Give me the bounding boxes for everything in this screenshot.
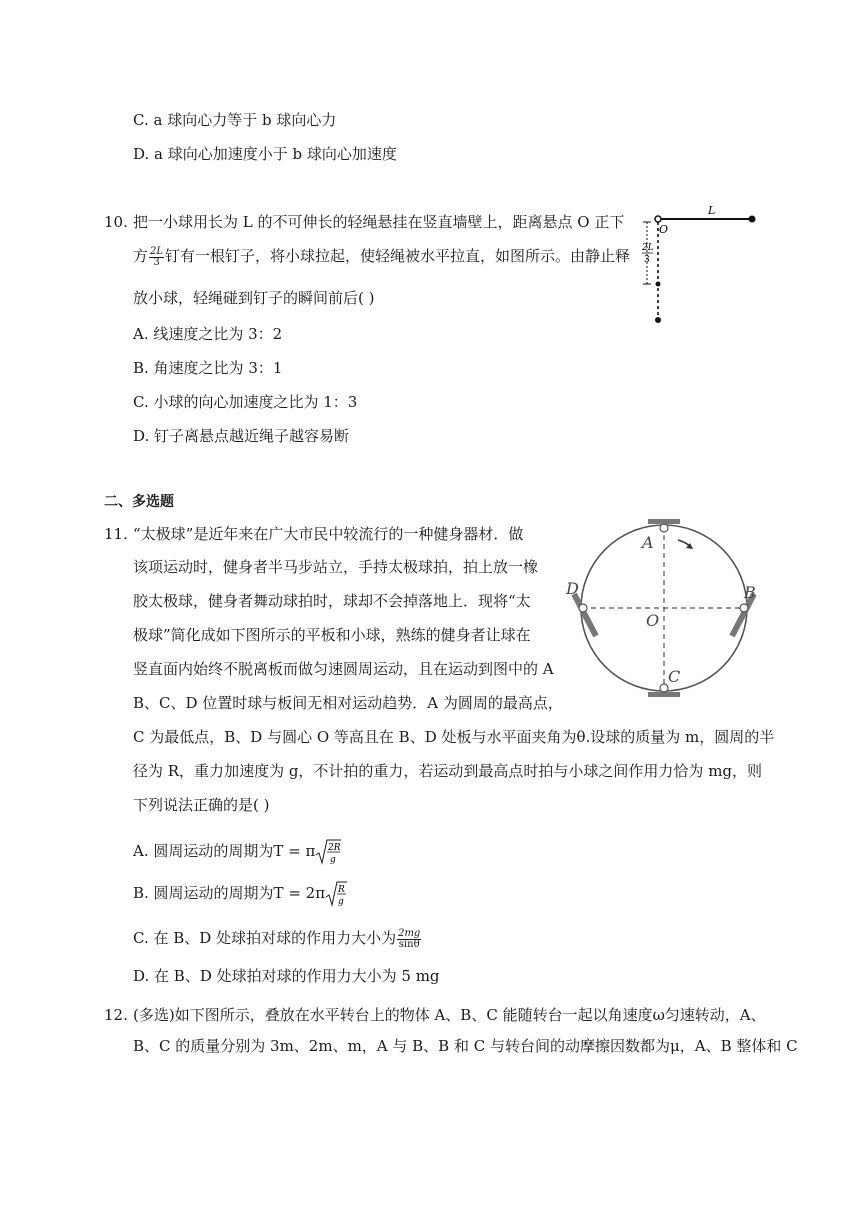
q11-stem-line9: 下列说法正确的是( ) xyxy=(133,796,270,814)
q11-stem-line8: 径为 R，重力加速度为 g，不计拍的重力，若运动到最高点时拍与小球之间作用力恰为 mg，则 xyxy=(133,762,763,780)
q10-option-a: A. 线速度之比为 3：2 xyxy=(133,325,283,343)
svg-text:g: g xyxy=(330,855,337,865)
q10-stem-line2: 方 $\frac{2L}{3}$ 钉有一根钉子，将小球拉起，使轻绳被水平拉直，如图所示。由静止释 xyxy=(133,245,631,268)
q11-circle-figure xyxy=(562,516,770,700)
fig-label-o: O xyxy=(659,223,669,236)
svg-text:2R: 2R xyxy=(328,843,341,853)
svg-text:g: g xyxy=(338,897,344,907)
q11-stem-line7: C 为最低点，B、D 与圆心 O 等高且在 B、D 处板与水平面夹角为θ.设球的质量为 m，圆周的半 xyxy=(133,728,775,746)
q11-stem-line4: 极球”简化成如下图所示的平板和小球，熟练的健身者让球在 xyxy=(133,626,531,644)
q11-option-d: D. 在 B、D 处球拍对球的作用力大小为 5 mg xyxy=(133,967,440,985)
q10-stem-line1: 把一小球用长为 L 的不可伸长的轻绳悬挂在竖直墙壁上，距离悬点 O 正下 xyxy=(133,213,625,231)
q12-stem-line2: B、C 的质量分别为 3m、2m、m，A 与 B、B 和 C 与转台间的动摩擦因数都为μ，A、B 整体和 C xyxy=(133,1037,798,1055)
q11-stem-line6: B、C、D 位置时球与板间无相对运动趋势．A 为圆周的最高点， xyxy=(133,694,563,712)
q10-option-c: C. 小球的向心加速度之比为 1：3 xyxy=(133,393,358,411)
q10-stem-line3: 放小球，轻绳碰到钉子的瞬间前后( ) xyxy=(133,289,375,307)
q11-option-b: B. 圆周运动的周期为T = 2π R g xyxy=(133,880,347,908)
q9-option-c: C. a 球向心力等于 b 球向心力 xyxy=(133,111,337,129)
q10-pendulum-figure xyxy=(638,200,768,330)
q11-option-c: C. 在 B、D 处球拍对球的作用力大小为 $\frac{2mg}{\sin\theta}$ xyxy=(133,927,421,950)
q11-option-a: A. 圆周运动的周期为T = π 2R g xyxy=(133,842,341,865)
fig-frac-num: 2L xyxy=(642,243,654,253)
fig-label-c: C xyxy=(668,667,681,686)
q10-option-b: B. 角速度之比为 3：1 xyxy=(133,359,283,377)
fraction-2l-over-3: $\frac{2L}{3}$ xyxy=(150,245,164,268)
fig-frac-den: 3 xyxy=(644,255,650,265)
section-heading: 二、多选题 xyxy=(104,494,174,510)
q12-number: 12. xyxy=(104,1006,128,1024)
fraction-2mg-over-sin: $\frac{2mg}{\sin\theta}$ xyxy=(398,927,421,950)
q11-stem-line3: 胶太极球，健身者舞动球拍时，球却不会掉落地上．现将“太 xyxy=(133,592,531,610)
q12-stem-line1: (多选)如下图所示，叠放在水平转台上的物体 A、B、C 能随转台一起以角速度ω匀速转动，A、 xyxy=(133,1006,766,1024)
fig-label-d: D xyxy=(566,579,579,598)
fig-label-o: O xyxy=(646,611,660,630)
q11-stem-line1: “太极球”是近年来在广大市民中较流行的一种健身器材．做 xyxy=(133,525,524,543)
q10-option-d: D. 钉子离悬点越近绳子越容易断 xyxy=(133,427,350,445)
fig-label-b: B xyxy=(744,583,756,602)
svg-text:R: R xyxy=(338,885,345,895)
fig-label-l: L xyxy=(708,204,716,217)
q10-number: 10. xyxy=(104,213,128,231)
q9-option-d: D. a 球向心加速度小于 b 球向心加速度 xyxy=(133,145,397,163)
fig-label-a: A xyxy=(642,533,654,552)
q11-stem-line2: 该项运动时，健身者半马步站立，手持太极球拍，拍上放一橡 xyxy=(133,558,539,576)
q11-number: 11. xyxy=(104,525,128,543)
q11-stem-line5: 竖直面内始终不脱离板而做匀速圆周运动，且在运动到图中的 A xyxy=(133,660,554,678)
